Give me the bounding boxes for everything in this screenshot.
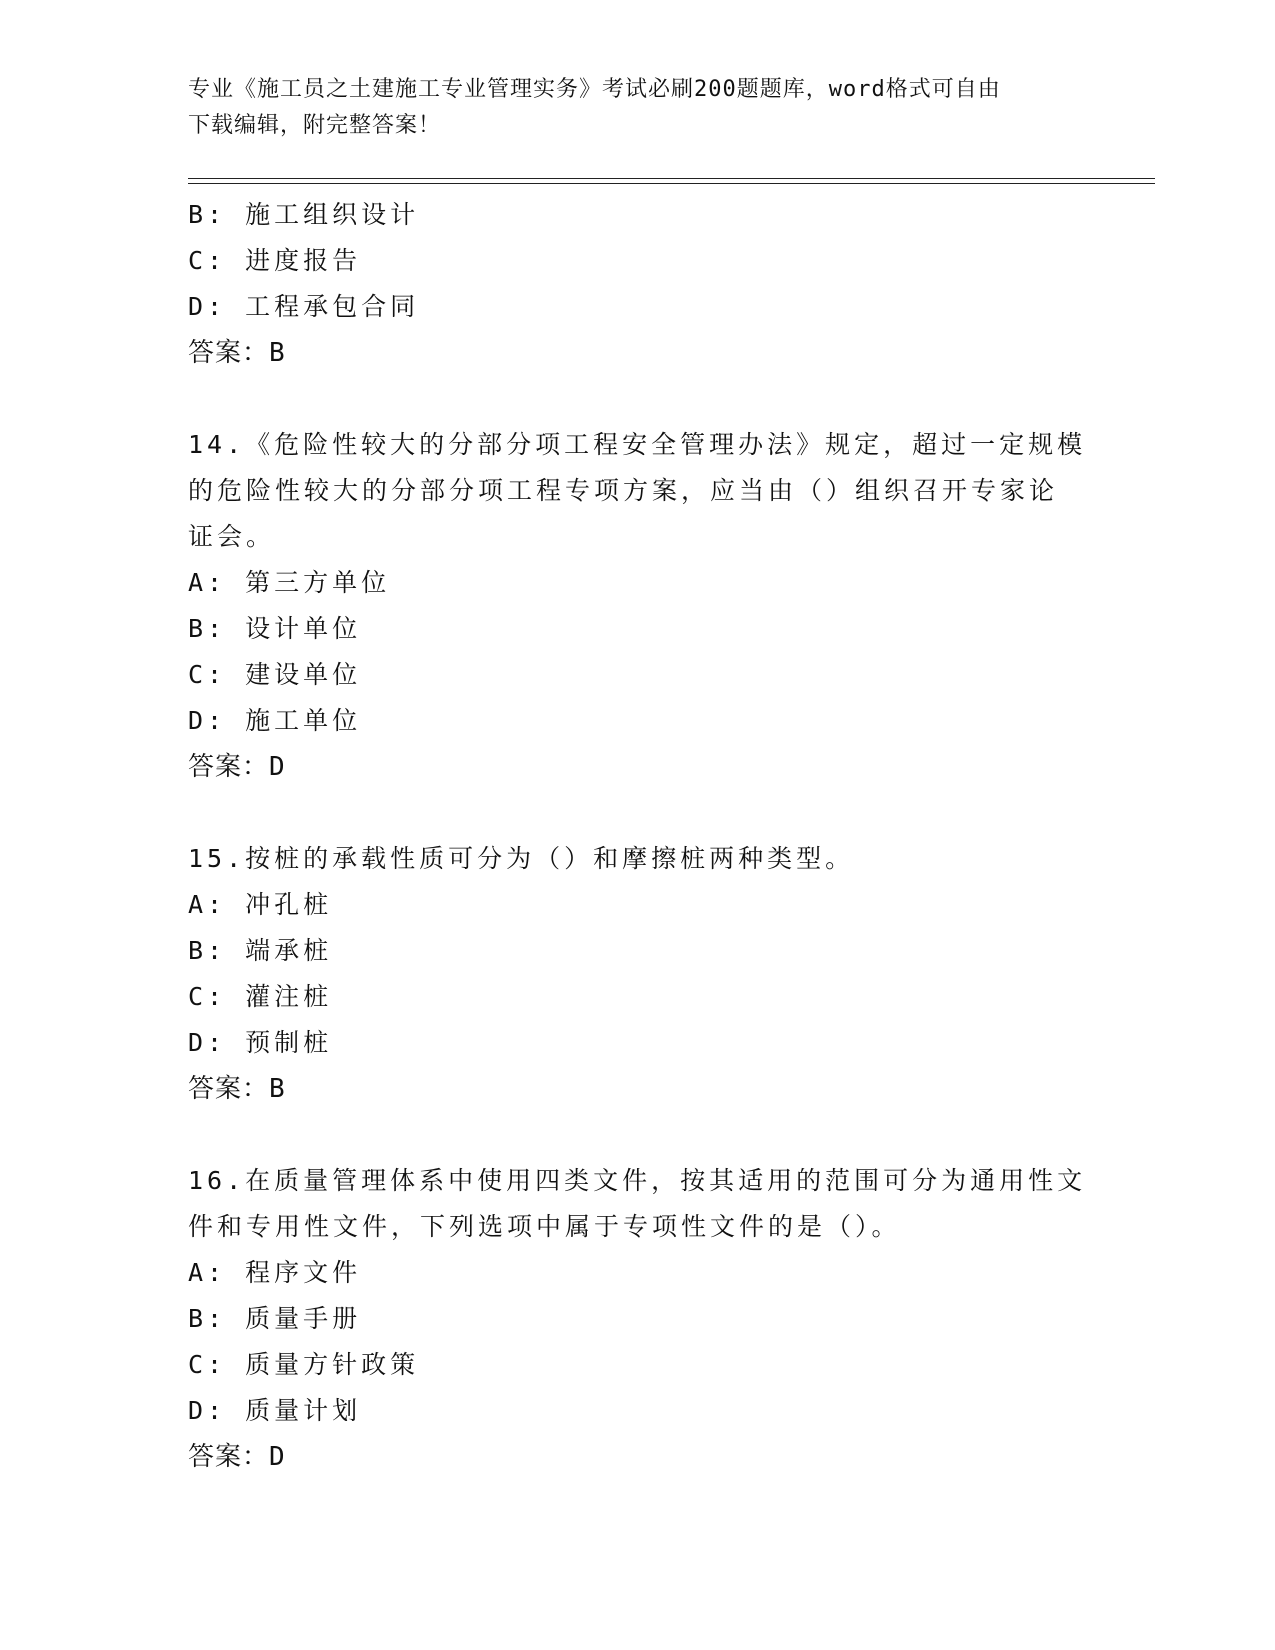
option-key: B: bbox=[188, 1304, 227, 1333]
stem-line: 14.《危险性较大的分部分项工程安全管理办法》规定，超过一定规模 bbox=[188, 430, 1087, 459]
question-stem bbox=[188, 836, 1088, 882]
option-line bbox=[188, 192, 1088, 238]
option-line bbox=[188, 606, 1088, 652]
stem-line: 的危险性较大的分部分项工程专项方案，应当由（）组织召开专家论 bbox=[188, 476, 1059, 505]
option-text: 程序文件 bbox=[245, 1258, 362, 1287]
option-line bbox=[188, 928, 1088, 974]
option-key: C: bbox=[188, 982, 227, 1011]
option-key: D: bbox=[188, 292, 227, 321]
stem-line: 件和专用性文件，下列选项中属于专项性文件的是（）。 bbox=[188, 1212, 901, 1241]
header-line-2: 下载编辑，附完整答案！ bbox=[188, 113, 442, 138]
header-line-1: 专业《施工员之土建施工专业管理实务》考试必刷200题题库，word格式可自由 bbox=[188, 77, 1001, 102]
option-text: 质量手册 bbox=[245, 1304, 362, 1333]
option-key: B: bbox=[188, 200, 227, 229]
option-line bbox=[188, 1342, 1088, 1388]
question-15 bbox=[188, 836, 1088, 1112]
option-text: 端承桩 bbox=[245, 936, 333, 965]
stem-line: 15.按桩的承载性质可分为（）和摩擦桩两种类型。 bbox=[188, 844, 855, 873]
option-line bbox=[188, 238, 1088, 284]
question-16 bbox=[188, 1158, 1088, 1480]
option-key: A: bbox=[188, 568, 227, 597]
option-text: 预制桩 bbox=[245, 1028, 333, 1057]
option-line bbox=[188, 284, 1088, 330]
option-key: A: bbox=[188, 1258, 227, 1287]
option-key: C: bbox=[188, 1350, 227, 1379]
option-text: 进度报告 bbox=[245, 246, 362, 275]
stem-line: 证会。 bbox=[188, 522, 276, 551]
option-key: C: bbox=[188, 660, 227, 689]
option-line bbox=[188, 882, 1088, 928]
question-stem bbox=[188, 422, 1088, 560]
option-text: 冲孔桩 bbox=[245, 890, 333, 919]
question-list bbox=[188, 192, 1088, 1480]
option-text: 工程承包合同 bbox=[245, 292, 420, 321]
option-text: 设计单位 bbox=[245, 614, 362, 643]
question-stem bbox=[188, 1158, 1088, 1250]
option-text: 灌注桩 bbox=[245, 982, 333, 1011]
document-header bbox=[188, 72, 1088, 144]
carryover-block bbox=[188, 192, 1088, 376]
option-text: 第三方单位 bbox=[245, 568, 391, 597]
answer-line: 答案：B bbox=[188, 1074, 286, 1104]
option-text: 施工组织设计 bbox=[245, 200, 420, 229]
option-line bbox=[188, 974, 1088, 1020]
header-divider-top bbox=[188, 178, 1155, 179]
option-key: B: bbox=[188, 936, 227, 965]
option-line bbox=[188, 560, 1088, 606]
header-divider-bottom bbox=[188, 183, 1155, 184]
option-key: D: bbox=[188, 1028, 227, 1057]
option-line bbox=[188, 1250, 1088, 1296]
option-key: D: bbox=[188, 1396, 227, 1425]
option-text: 质量计划 bbox=[245, 1396, 362, 1425]
option-line bbox=[188, 1020, 1088, 1066]
option-key: B: bbox=[188, 614, 227, 643]
option-key: A: bbox=[188, 890, 227, 919]
question-14 bbox=[188, 422, 1088, 790]
answer-line: 答案：B bbox=[188, 338, 286, 368]
stem-line: 16.在质量管理体系中使用四类文件，按其适用的范围可分为通用性文 bbox=[188, 1166, 1087, 1195]
option-key: C: bbox=[188, 246, 227, 275]
option-line bbox=[188, 698, 1088, 744]
option-line bbox=[188, 1388, 1088, 1434]
option-line bbox=[188, 652, 1088, 698]
option-line bbox=[188, 1296, 1088, 1342]
option-key: D: bbox=[188, 706, 227, 735]
option-text: 建设单位 bbox=[245, 660, 362, 689]
option-text: 质量方针政策 bbox=[245, 1350, 420, 1379]
answer-line: 答案：D bbox=[188, 1442, 286, 1472]
answer-line: 答案：D bbox=[188, 752, 286, 782]
option-text: 施工单位 bbox=[245, 706, 362, 735]
